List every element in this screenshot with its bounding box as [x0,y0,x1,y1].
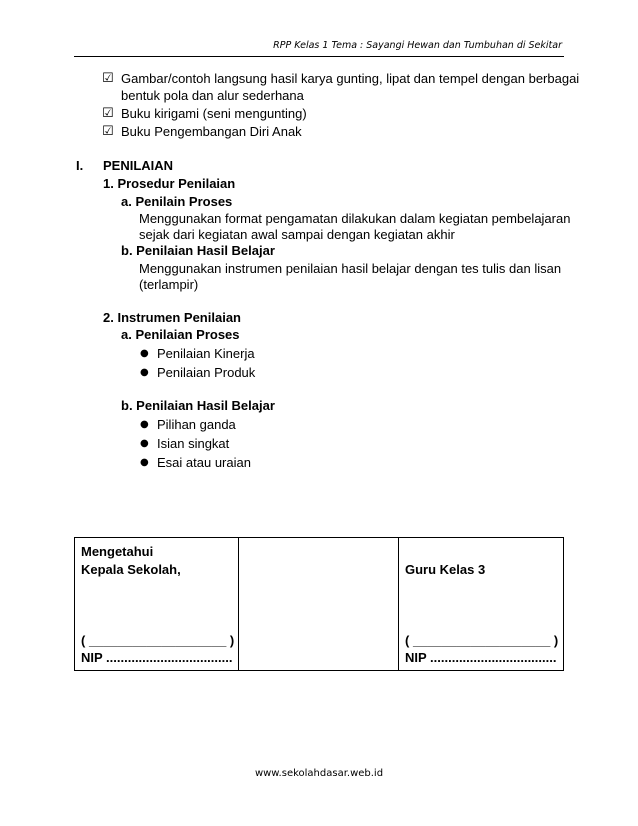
bullet-icon: ● [140,457,149,468]
bullet-icon: ● [140,367,149,378]
prosedur-b-line2: (terlampir) [139,277,199,292]
instrumen-b-item: Pilihan ganda [157,417,236,432]
instrumen-heading: 2. Instrumen Penilaian [103,310,241,325]
footer-url: www.sekolahdasar.web.id [254,768,384,779]
checklist-item-1-line1: Gambar/contoh langsung hasil karya gunting, lipat dan tempel dengan berbagai [121,71,580,86]
prosedur-a-line1: Menggunakan format pengamatan dilakukan dalam kegiatan pembelajaran [139,211,571,226]
instrumen-b-item: Esai atau uraian [157,455,251,470]
page-header: RPP Kelas 1 Tema : Sayangi Hewan dan Tumbuhan di Sekitar [273,40,562,51]
signature-left-name: ( ___________________ ) [81,633,235,648]
signature-right-name: ( ___________________ ) [405,633,559,648]
signature-left-nip: NIP ................................... [81,650,233,665]
prosedur-a-line2: sejak dari kegiatan awal sampai dengan kegiatan akhir [139,227,455,242]
signature-right-nip: NIP ................................... [405,650,557,665]
bullet-icon: ● [140,348,149,359]
section-title: PENILAIAN [103,158,174,173]
bullet-icon: ● [140,438,149,449]
prosedur-a-heading: a. Penilain Proses [121,194,233,209]
signature-left-line2: Kepala Sekolah, [81,562,181,577]
prosedur-b-heading: b. Penilaian Hasil Belajar [121,243,275,258]
instrumen-a-item: Penilaian Produk [157,365,256,380]
instrumen-b-heading: b. Penilaian Hasil Belajar [121,398,275,413]
signature-table [74,537,564,671]
instrumen-b-item: Isian singkat [157,436,230,451]
checklist-item-1-line2: bentuk pola dan alur sederhana [121,88,304,103]
checklist-item-2: Buku kirigami (seni mengunting) [121,106,307,121]
signature-left-line1: Mengetahui [81,544,154,559]
prosedur-heading: 1. Prosedur Penilaian [103,176,236,191]
checkbox-checked-icon: ☑ [102,124,114,139]
table-divider [238,538,239,670]
checklist-item-3: Buku Pengembangan Diri Anak [121,124,302,139]
section-number: I. [76,158,84,173]
checkbox-checked-icon: ☑ [102,71,114,86]
instrumen-a-item: Penilaian Kinerja [157,346,255,361]
instrumen-a-heading: a. Penilaian Proses [121,327,240,342]
header-divider [74,56,564,57]
checkbox-checked-icon: ☑ [102,106,114,121]
prosedur-b-line1: Menggunakan instrumen penilaian hasil belajar dengan tes tulis dan lisan [139,261,562,276]
signature-right-title: Guru Kelas 3 [405,562,486,577]
bullet-icon: ● [140,419,149,430]
table-divider [398,538,399,670]
